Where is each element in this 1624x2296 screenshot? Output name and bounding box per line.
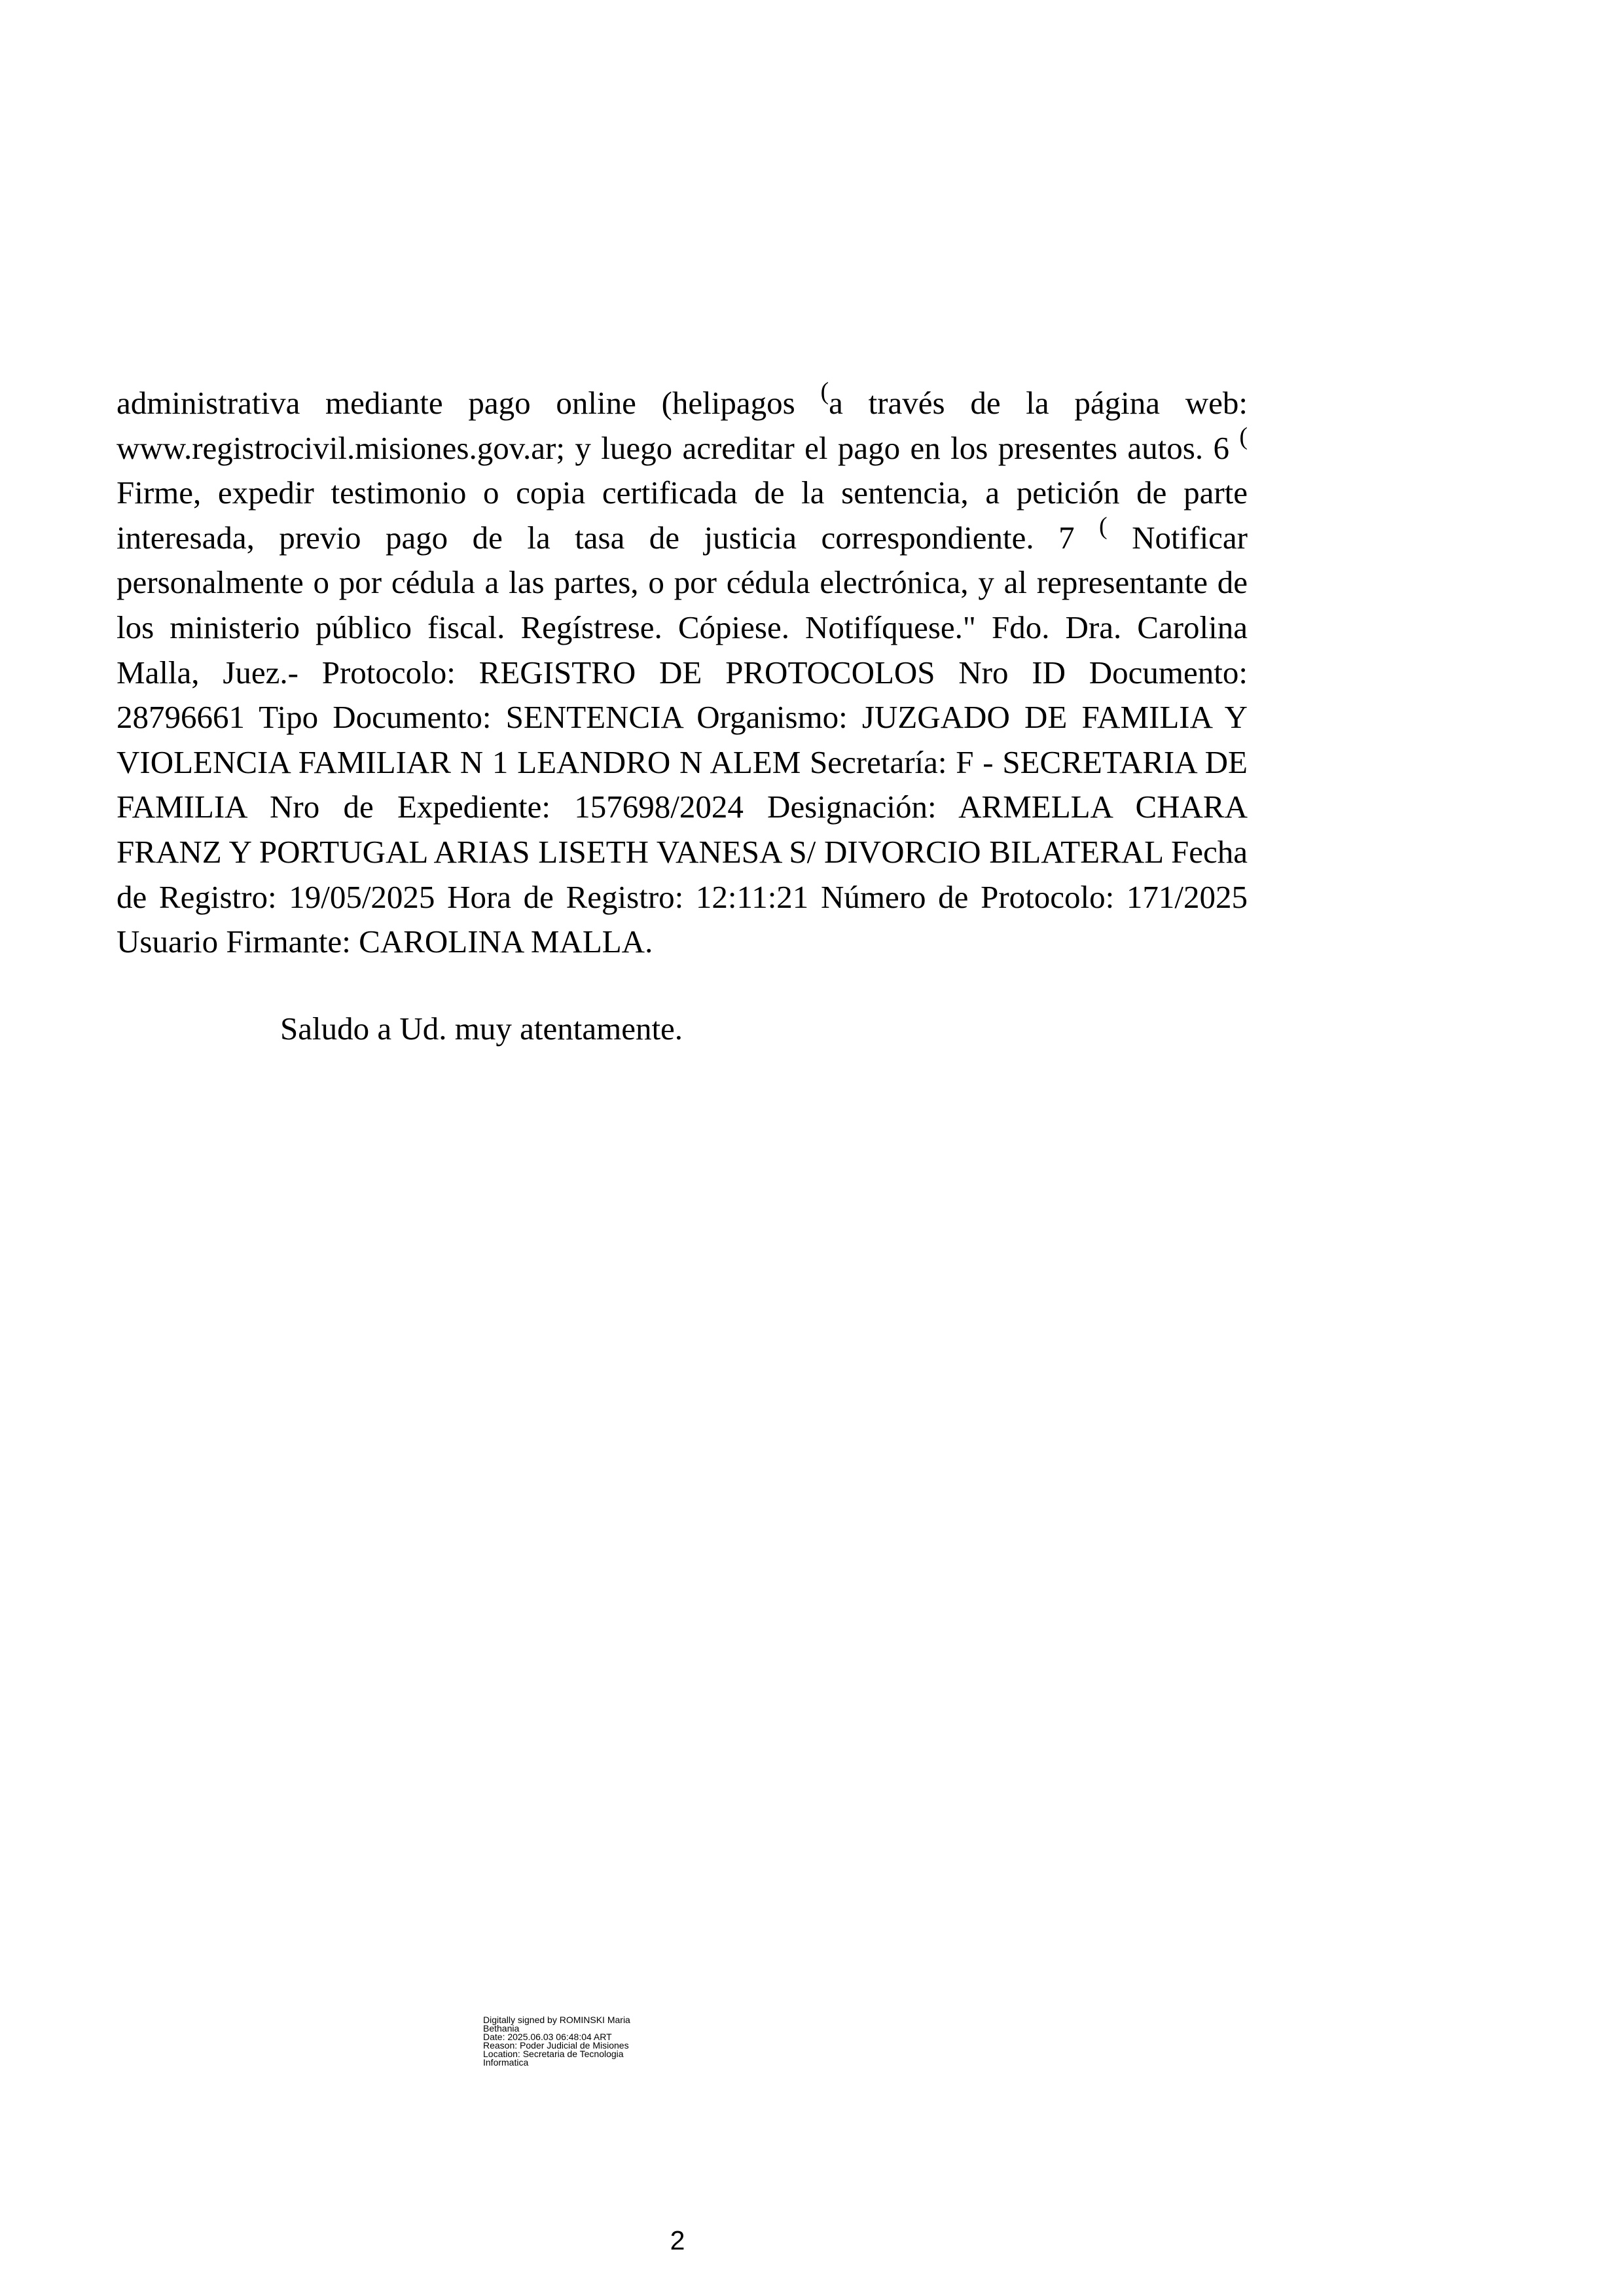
body-text-segment: Notificar personalmente o por cédula a las partes, o por cédula electrónica, y al representante de los ministerio público fiscal. Regístrese. Cópiese. Notifíquese." Fdo. Dra. Carolina Malla, Juez.- Protocolo: REGISTRO DE PROTOCOLOS Nro ID Documento: 28796661 Tipo Documento: SENTENCIA Organismo: JUZGADO DE FAMILIA Y VIOLENCIA FAMILIAR N 1 LEANDRO N ALEM Secretaría: F - SECRETARIA DE FAMILIA Nro de Expediente: 157698/2024 Designación: ARMELLA CHARA FRANZ Y PORTUGAL ARIAS LISETH VANESA S/ DIVORCIO BILATERAL Fecha de Registro: 19/05/2025 Hora de Registro: 12:11:21 Número de Protocolo: 171/2025 Usuario Firmante: CAROLINA MALLA. — [117, 519, 1248, 960]
digital-signature-block — [483, 2016, 693, 2067]
superscript-parenthesis: ( — [1099, 512, 1108, 540]
body-text-segment: Firme, expedir testimonio o copia certificada de la sentencia, a petición de parte interesada, previo pago de la tasa de justicia correspondiente. 7 — [117, 475, 1248, 556]
body-text-segment: administrativa mediante pago online (helipagos — [117, 385, 821, 421]
signature-line: Reason: Poder Judicial de Misiones — [483, 2040, 629, 2051]
signature-line: Digitally signed by ROMINSKI Maria — [483, 2015, 630, 2025]
body-paragraph — [117, 378, 1248, 965]
signature-line: Informatica — [483, 2057, 529, 2068]
body-text-segment: a través de la página web: www.registrocivil.misiones.gov.ar; y luego acreditar el pago en los presentes autos. 6 — [117, 385, 1248, 466]
superscript-parenthesis: ( — [1239, 422, 1248, 450]
signature-line: Bethania — [483, 2023, 520, 2034]
closing-salutation: Saludo a Ud. muy atentamente. — [280, 1011, 683, 1047]
superscript-parenthesis: ( — [820, 378, 829, 405]
page-number: 2 — [670, 2225, 685, 2255]
signature-line: Location: Secretaria de Tecnologia — [483, 2049, 624, 2059]
signature-line: Date: 2025.06.03 06:48:04 ART — [483, 2032, 612, 2042]
